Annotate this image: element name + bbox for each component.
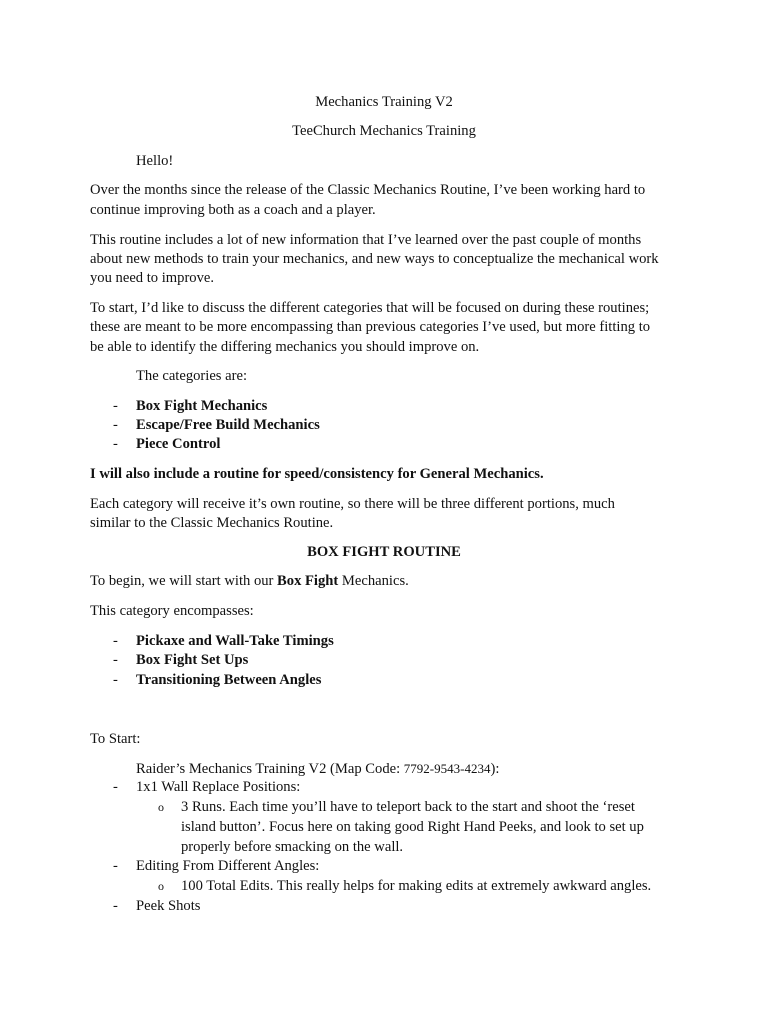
focus-item: Pickaxe and Wall-Take Timings xyxy=(136,633,334,649)
map-name: Raider’s Mechanics Training V2 (Map Code: xyxy=(136,761,404,777)
para3-line-1: To start, I’d like to discuss the different categories that will be focused on during these routines; xyxy=(90,300,650,316)
categories-intro: The categories are: xyxy=(136,368,248,384)
list-dash: - xyxy=(113,779,118,795)
sub-bullet: o xyxy=(158,879,164,893)
list-dash: - xyxy=(113,672,118,688)
drill-detail: 3 Runs. Each time you’ll have to teleport back to the start and shoot the ‘reset xyxy=(181,799,635,815)
para2-line-3: you need to improve. xyxy=(90,270,215,286)
list-dash: - xyxy=(113,652,118,668)
list-dash: - xyxy=(113,858,118,874)
focus-item: Transitioning Between Angles xyxy=(136,672,322,688)
para2-line-1: This routine includes a lot of new information that I’ve learned over the past couple of months xyxy=(90,232,642,248)
intro-line-1: Over the months since the release of the Classic Mechanics Routine, I’ve been working hard to xyxy=(90,182,646,198)
para3-line-2: these are meant to be more encompassing than previous categories I’ve used, but more fitting to xyxy=(90,319,651,335)
drill-detail: properly before smacking on the wall. xyxy=(181,839,404,855)
map-line xyxy=(136,759,499,780)
focus-item: Box Fight Set Ups xyxy=(136,652,249,668)
drill-name: 1x1 Wall Replace Positions: xyxy=(136,779,301,795)
general-mechanics-note: I will also include a routine for speed/consistency for General Mechanics. xyxy=(90,466,544,482)
document-title: Mechanics Training V2 xyxy=(315,94,453,110)
to-start-label: To Start: xyxy=(90,731,141,747)
list-dash: - xyxy=(113,417,118,433)
para4-line-1: Each category will receive it’s own routine, so there will be three different portions, much xyxy=(90,496,615,512)
greeting: Hello! xyxy=(136,153,174,169)
map-code: 7792-9543-4234 xyxy=(403,761,491,776)
list-dash: - xyxy=(113,436,118,452)
category-item: Escape/Free Build Mechanics xyxy=(136,417,320,433)
sub-bullet: o xyxy=(158,800,164,814)
begin-text: To begin, we will start with our xyxy=(90,573,278,589)
list-dash: - xyxy=(113,633,118,649)
drill-detail: island button’. Focus here on taking good Right Hand Peeks, and look to set up xyxy=(181,819,644,835)
drill-name: Peek Shots xyxy=(136,898,201,914)
section-heading: BOX FIGHT ROUTINE xyxy=(307,544,461,560)
document-subtitle: TeeChurch Mechanics Training xyxy=(292,123,476,139)
list-dash: - xyxy=(113,898,118,914)
begin-bold: Box Fight xyxy=(277,573,339,589)
begin-sentence xyxy=(90,572,409,592)
encompasses-label: This category encompasses: xyxy=(90,603,254,619)
begin-text-end: Mechanics. xyxy=(338,573,409,589)
para4-line-2: similar to the Classic Mechanics Routine. xyxy=(90,515,334,531)
para2-line-2: about new methods to train your mechanics, and new ways to conceptualize the mechanical work xyxy=(90,251,659,267)
drill-name: Editing From Different Angles: xyxy=(136,858,320,874)
category-item: Piece Control xyxy=(136,436,221,452)
para3-line-3: be able to identify the differing mechanics you should improve on. xyxy=(90,339,480,355)
map-end: ): xyxy=(490,761,500,777)
intro-line-2: continue improving both as a coach and a player. xyxy=(90,202,376,218)
category-item: Box Fight Mechanics xyxy=(136,398,268,414)
drill-detail: 100 Total Edits. This really helps for making edits at extremely awkward angles. xyxy=(181,878,652,894)
list-dash: - xyxy=(113,398,118,414)
